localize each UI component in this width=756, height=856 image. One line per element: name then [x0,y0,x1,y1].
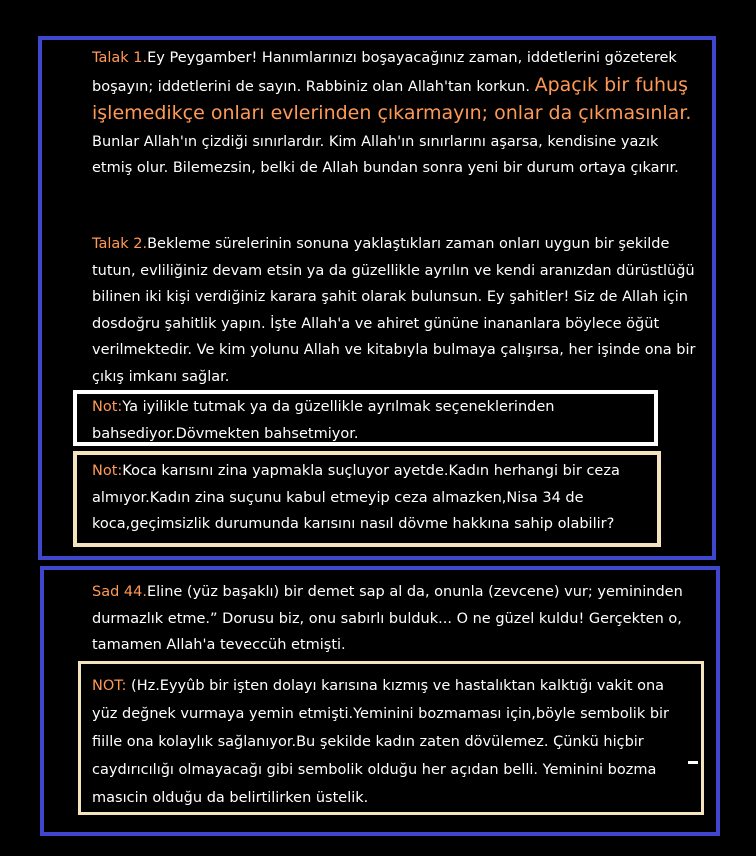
verse-text-continued: Bunlar Allah'ın çizdiği sınırlardır. Kim Allah'ın sınırlarını aşarsa, kendisine yazık etmiş olur. Bilemezsin, belki de Allah bundan sonra yeni bir durum ortaya çıkarır. [92,133,679,176]
note-text: Koca karısını zina yapmakla suçluyor ayetde.Kadın herhangi bir ceza almıyor.Kadın zina suçunu kabul etmeyip ceza almazken,Nisa 34 de koca,geçimsizlik durumunda karısını nasıl dövme hakkına sahip olabilir? [92,463,620,532]
note-text: (Hz.Eyyûb bir işten dolayı karısına kızmış ve hastalıktan kalktığı vakit ona yüz değnek vurmaya yemin etmişti.Yeminini bozmaması için,böyle sembolik bir fiille ona kolaylık sağlanıyor.Bu şekilde kadın zaten dövülemez. Çünkü hiçbir caydırıcılığı olmayacağı gibi sembolik olduğu her açıdan belli. Yeminini bozma masıcin olduğu da belirtilirken üstelik. [92,678,670,806]
note-label: Not: [92,399,123,415]
note-1 [92,394,647,447]
note-text: Ya iyilikle tutmak ya da güzellikle ayrılmak seçeneklerinden bahsediyor.Dövmekten bahsetmiyor. [92,399,555,442]
note-label: NOT: [92,678,132,694]
verse-emphasis: Apaçık bir fuhuş işlemedikçe onları evlerinden çıkarmayın; onlar da çıkmasınlar. [92,73,692,124]
hyphen-mark [688,761,698,764]
verse-talak-1 [92,45,702,182]
verse-label: Sad 44. [92,584,147,600]
verse-label: Talak 1. [92,50,148,66]
verse-text: Eline (yüz başaklı) bir demet sap al da, onunla (zevcene) vur; yemininden durmazlık etme.” Dorusu biz, onu sabırlı bulduk... O ne güzel kuldu! Gerçekten o, tamamen Allah'a teveccüh etmişti. [92,584,683,653]
verse-talak-2 [92,231,702,390]
note-2 [92,458,652,538]
verse-label: Talak 2. [92,236,148,252]
note-label: Not: [92,463,123,479]
note-3 [92,672,690,812]
verse-text: Bekleme sürelerinin sonuna yaklaştıkları zaman onları uygun bir şekilde tutun, evliliğiniz devam etsin ya da güzellikle ayrılın ve kendi aranızdan dürüstlüğü bilinen iki kişi verdiğiniz karara şahit olarak bulunsun. Ey şahitler! Siz de Allah için dosdoğru şahitlik yapın. İşte Allah'a ve ahiret gününe inananlara böylece öğüt verilmektedir. Ve kim yolunu Allah ve kitabıyla bulmaya çalışırsa, her işinde ona bir çıkış imkanı sağlar. [92,236,696,385]
verse-sad-44 [92,579,702,659]
verse-text: Ey Peygamber! Hanımlarınızı boşayacağınız zaman, iddetlerini gözeterek boşayın; iddetlerini de sayın. Rabbiniz olan Allah'tan korkun. [92,50,677,95]
